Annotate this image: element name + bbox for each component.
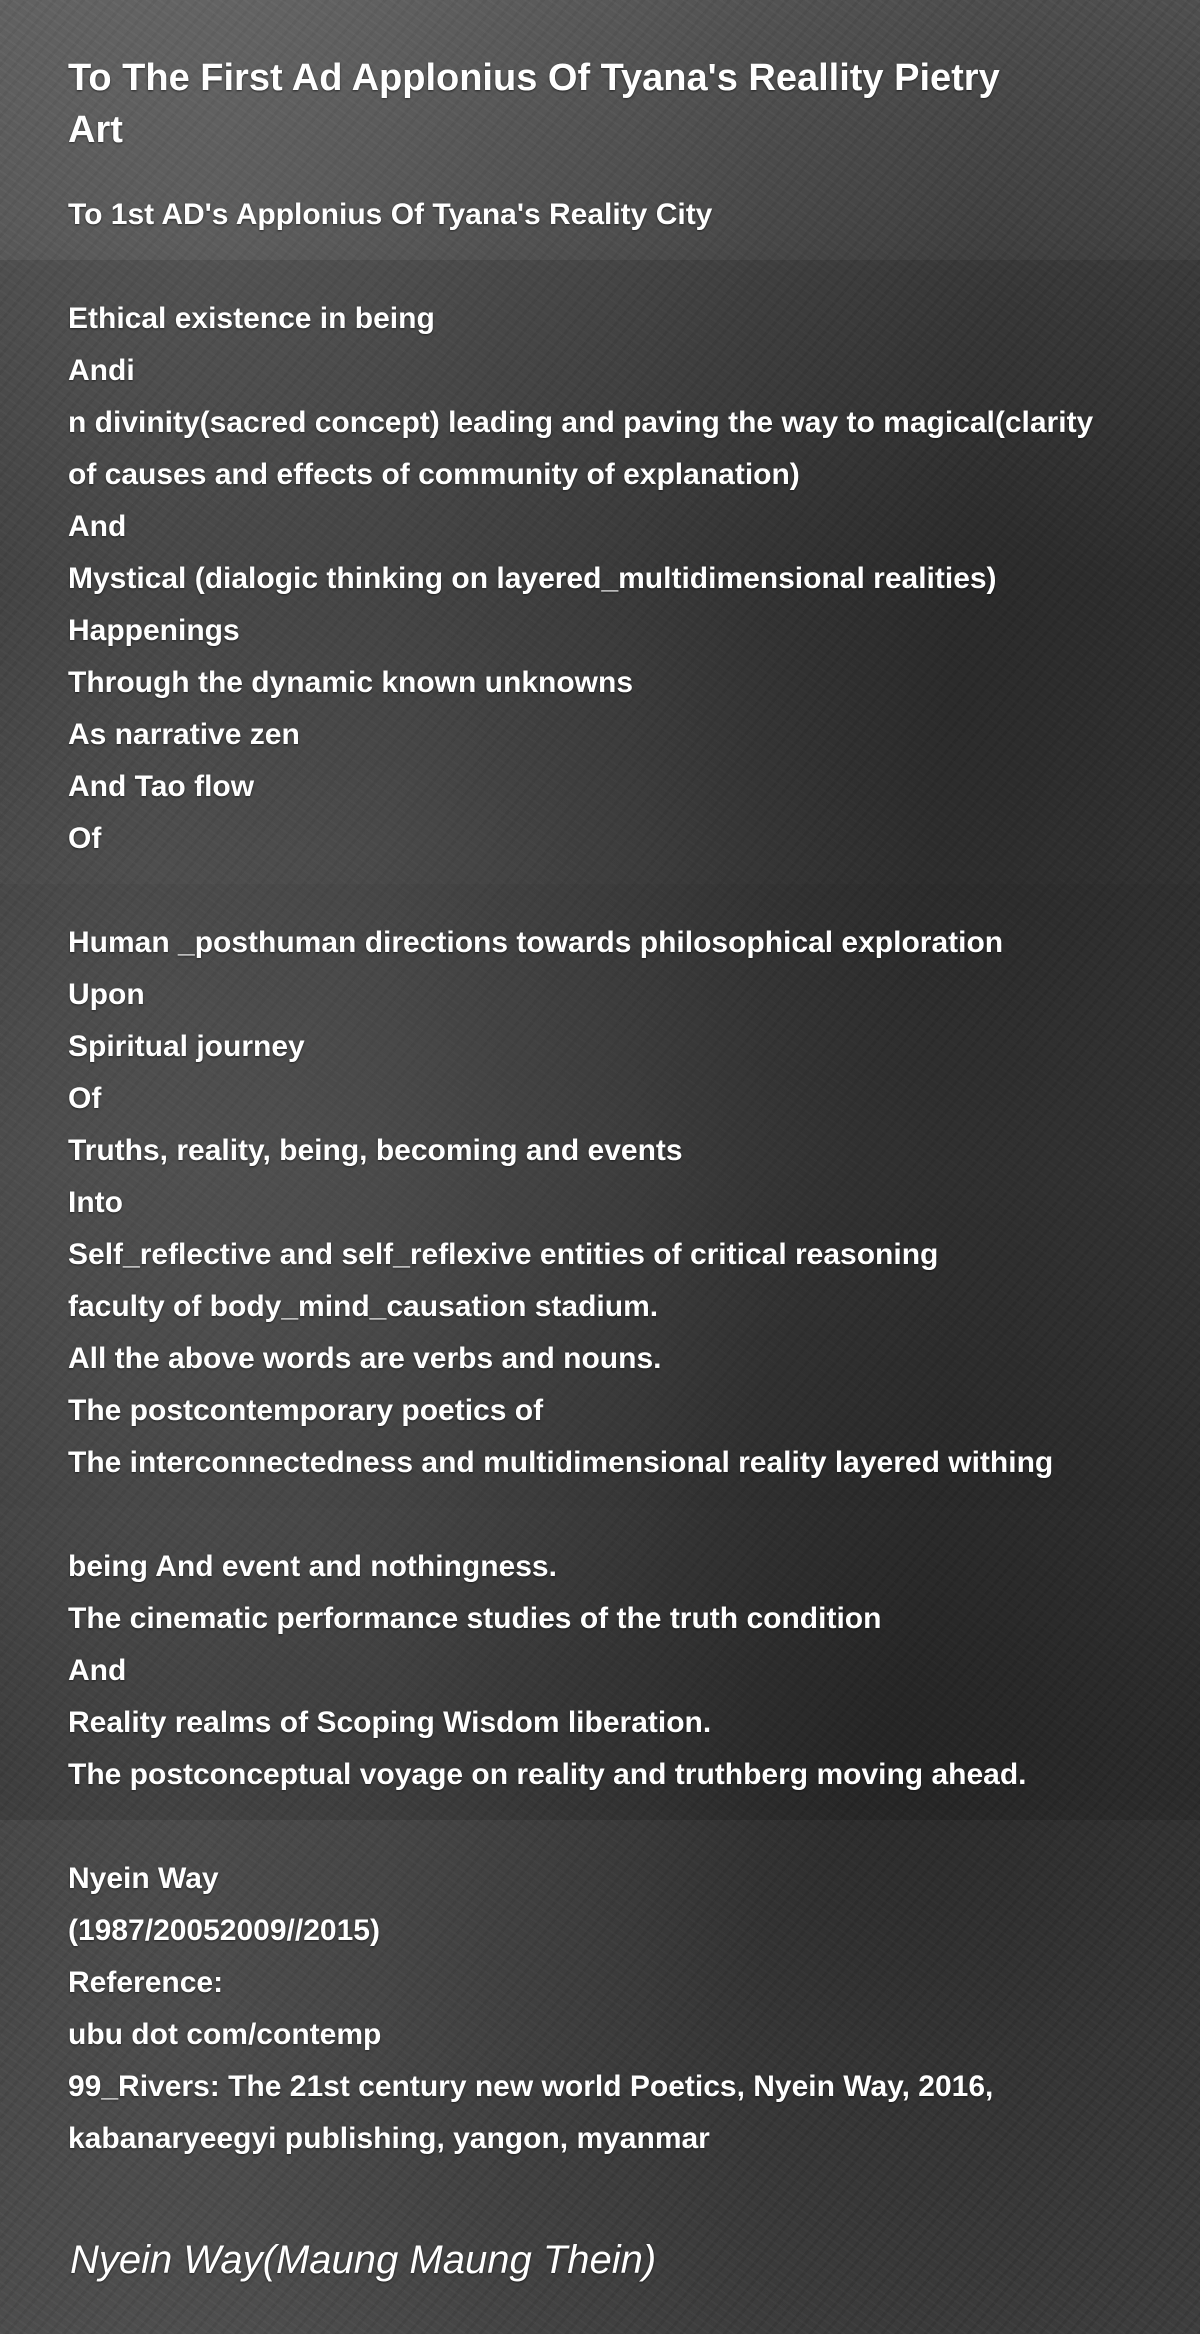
poem-line: Mystical (dialogic thinking on layered_multidimensional realities) bbox=[68, 562, 997, 595]
poem-line: kabanaryeegyi publishing, yangon, myanmar bbox=[68, 2122, 710, 2155]
stanza-break bbox=[68, 865, 1193, 917]
poem-line: Reference: bbox=[68, 1966, 224, 1999]
poem-line: faculty of body_mind_causation stadium. bbox=[68, 1290, 659, 1323]
poem-line: The cinematic performance studies of the truth condition bbox=[68, 1602, 882, 1635]
poem-line: Andi bbox=[68, 354, 135, 387]
poem-line: (1987/20052009//2015) bbox=[68, 1914, 380, 1947]
poem-line: Ethical existence in being bbox=[68, 302, 435, 335]
poem-line: Upon bbox=[68, 978, 145, 1011]
poem-title: To The First Ad Applonius Of Tyana's Reallity Pietry Art bbox=[68, 57, 1000, 151]
poem-line: of causes and effects of community of explanation) bbox=[68, 458, 800, 491]
poem-line: Into bbox=[68, 1186, 123, 1219]
poem-line: The postcontemporary poetics of bbox=[68, 1394, 544, 1427]
stanza-break bbox=[68, 1489, 1193, 1541]
poem-line: And Tao flow bbox=[68, 770, 255, 803]
poem-line: Truths, reality, being, becoming and events bbox=[68, 1134, 683, 1167]
poem-line: ubu dot com/contemp bbox=[68, 2018, 382, 2051]
poem-line: All the above words are verbs and nouns. bbox=[68, 1342, 662, 1375]
poem-line: Spiritual journey bbox=[68, 1030, 305, 1063]
poem-line: The interconnectedness and multidimensional reality layered withing bbox=[68, 1446, 1054, 1479]
poem-line: Self_reflective and self_reflexive entities of critical reasoning bbox=[68, 1238, 939, 1271]
poem-author: Nyein Way(Maung Maung Thein) bbox=[70, 2238, 657, 2282]
poem-body bbox=[68, 189, 1193, 2165]
poem-line: Through the dynamic known unknowns bbox=[68, 666, 634, 699]
poem-line: 99_Rivers: The 21st century new world Poetics, Nyein Way, 2016, bbox=[68, 2070, 994, 2103]
poem-line: And bbox=[68, 1654, 127, 1687]
stanza-break bbox=[68, 1801, 1193, 1853]
poem-line: As narrative zen bbox=[68, 718, 300, 751]
stanza-break bbox=[68, 241, 1193, 293]
poem-line: Of bbox=[68, 822, 102, 855]
poem-line: n divinity(sacred concept) leading and paving the way to magical(clarity bbox=[68, 406, 1094, 439]
poem-container bbox=[68, 52, 1193, 2165]
poem-line: Happenings bbox=[68, 614, 240, 647]
poem-line: Of bbox=[68, 1082, 102, 1115]
poem-line: And bbox=[68, 510, 127, 543]
poem-line: To 1st AD's Applonius Of Tyana's Reality City bbox=[68, 198, 713, 231]
poem-line: Reality realms of Scoping Wisdom liberation. bbox=[68, 1706, 712, 1739]
poem-line: being And event and nothingness. bbox=[68, 1550, 557, 1583]
poem-line: Nyein Way bbox=[68, 1862, 219, 1895]
poem-line: Human _posthuman directions towards philosophical exploration bbox=[68, 926, 1004, 959]
poem-line: The postconceptual voyage on reality and truthberg moving ahead. bbox=[68, 1758, 1027, 1791]
